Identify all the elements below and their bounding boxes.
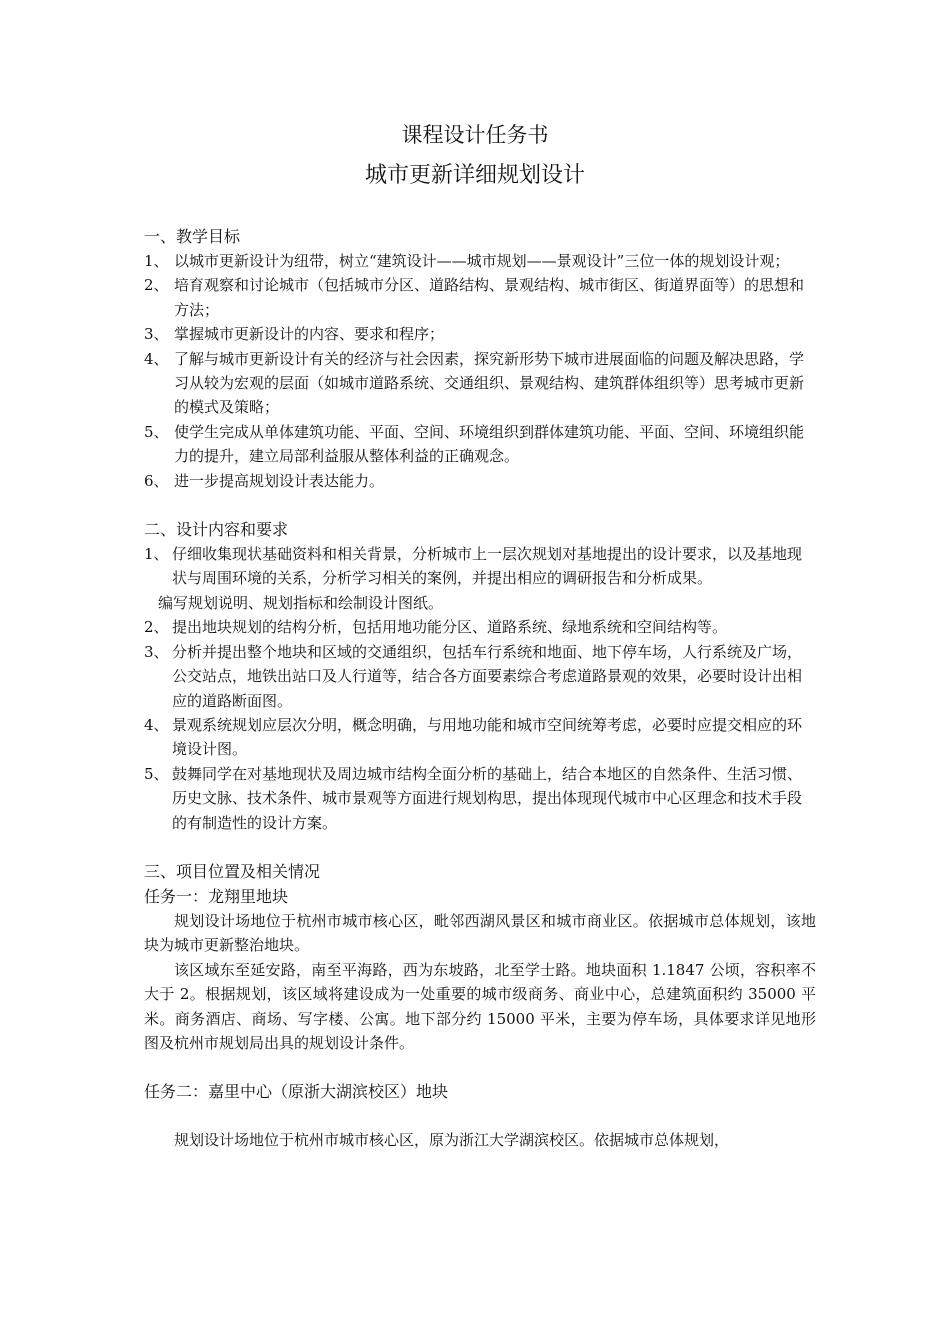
item-number: 2、 <box>144 276 169 295</box>
task-paragraph: 该区域东至延安路，南至平海路，西为东坡路，北至学士路。地块面积 1.1847 公顷，容积率不大于 2。根据规划，该区域将建设成为一处重要的城市级商务、商业中心，总建筑面积约 35000 平米。商务酒店、商场、写字楼、公寓。地下部分约 15000 平米，主要为停车场，具体要求详见地形图及杭州市规划局出具的规划设计条件。 <box>144 960 816 1052</box>
list-item <box>144 420 816 469</box>
spacer <box>144 1116 816 1128</box>
list-item <box>144 249 816 273</box>
item-number: 3、 <box>144 325 169 344</box>
task-paragraph: 规划设计场地位于杭州市城市核心区，原为浙江大学湖滨校区。依据城市总体规划， <box>174 1131 730 1150</box>
item-text: 了解与城市更新设计有关的经济与社会因素，探究新形势下城市进展面临的问题及解决思路，学习从较为宏观的层面（如城市道路系统、交通组织、景观结构、建筑群体组织等）思考城市更新的模式及策略； <box>174 349 805 417</box>
spacer <box>144 835 816 859</box>
list-item <box>144 615 816 639</box>
list-item <box>144 347 816 420</box>
item-text: 以城市更新设计为纽带，树立“建筑设计——城市规划——景观设计”三位一体的规划设计观； <box>174 252 790 270</box>
list-item <box>144 762 816 835</box>
item-text: 分析并提出整个地块和区域的交通组织，包括车行系统和地面、地下停车场，人行系统及广场，公交站点，地铁出站口及人行道等，结合各方面要素综合考虑道路景观的效果，必要时设计出相应的道路断面图。 <box>172 642 803 710</box>
task-paragraph: 规划设计场地位于杭州市城市核心区，毗邻西湖风景区和城市商业区。依据城市总体规划，该地块为城市更新整治地块。 <box>144 911 816 955</box>
section-heading: 三、项目位置及相关情况 <box>144 861 321 881</box>
item-number: 6、 <box>144 471 169 490</box>
item-text: 仔细收集现状基础资料和相关背景，分析城市上一层次规划对基地提出的设计要求，以及基地现状与周围环境的关系，分析学习相关的案例，并提出相应的调研报告和分析成果。 <box>172 545 803 588</box>
spacer <box>144 1055 816 1079</box>
section-project-location <box>144 859 816 1153</box>
item-number: 5、 <box>144 764 169 783</box>
list-item <box>144 469 816 493</box>
spacer <box>144 493 816 517</box>
item-number: 1、 <box>144 545 169 564</box>
section-heading: 二、设计内容和要求 <box>144 520 289 540</box>
task-heading: 任务二：嘉里中心（原浙大湖滨校区）地块 <box>144 1082 449 1102</box>
document-body <box>144 224 816 1153</box>
list-item <box>144 640 816 713</box>
document-title: 课程设计任务书 <box>401 123 549 147</box>
item-text: 提出地块规划的结构分析，包括用地功能分区、道路系统、绿地系统和空间结构等。 <box>172 618 728 637</box>
item-number: 1、 <box>144 252 169 270</box>
section-teaching-goals <box>144 224 816 493</box>
item-text: 使学生完成从单体建筑功能、平面、空间、环境组织到群体建筑功能、平面、空间、环境组织能力的提升，建立局部利益服从整体利益的正确观念。 <box>174 422 805 466</box>
list-item <box>144 273 816 322</box>
list-item <box>144 713 816 762</box>
list-item <box>144 322 816 346</box>
document-subtitle: 城市更新详细规划设计 <box>364 163 585 188</box>
item-number: 3、 <box>144 642 169 661</box>
section-design-content <box>144 517 816 835</box>
item-number: 4、 <box>144 349 169 368</box>
item-text: 掌握城市更新设计的内容、要求和程序； <box>174 325 445 344</box>
item-text: 景观系统规划应层次分明，概念明确，与用地功能和城市空间统筹考虑，必要时应提交相应的环境设计图。 <box>172 715 803 759</box>
spacer <box>144 1104 816 1116</box>
item-number: 4、 <box>144 715 169 734</box>
item-number: 2、 <box>144 618 169 637</box>
item-text: 培育观察和讨论城市（包括城市分区、道路结构、景观结构、城市街区、街道界面等）的思想和方法； <box>174 276 805 319</box>
item-text: 进一步提高规划设计表达能力。 <box>174 471 385 490</box>
task-heading: 任务一：龙翔里地块 <box>144 886 289 906</box>
item-number: 5、 <box>144 422 169 441</box>
list-item <box>144 542 816 591</box>
section-heading: 一、教学目标 <box>144 227 241 246</box>
item-text: 鼓舞同学在对基地现状及周边城市结构全面分析的基础上，结合本地区的自然条件、生活习惯、历史文脉、技术条件、城市景观等方面进行规划构思，提出体现现代城市中心区理念和技术手段的有制造性的设计方案。 <box>172 764 803 832</box>
note-line: 编写规划说明、规划指标和绘制设计图纸。 <box>158 593 444 612</box>
